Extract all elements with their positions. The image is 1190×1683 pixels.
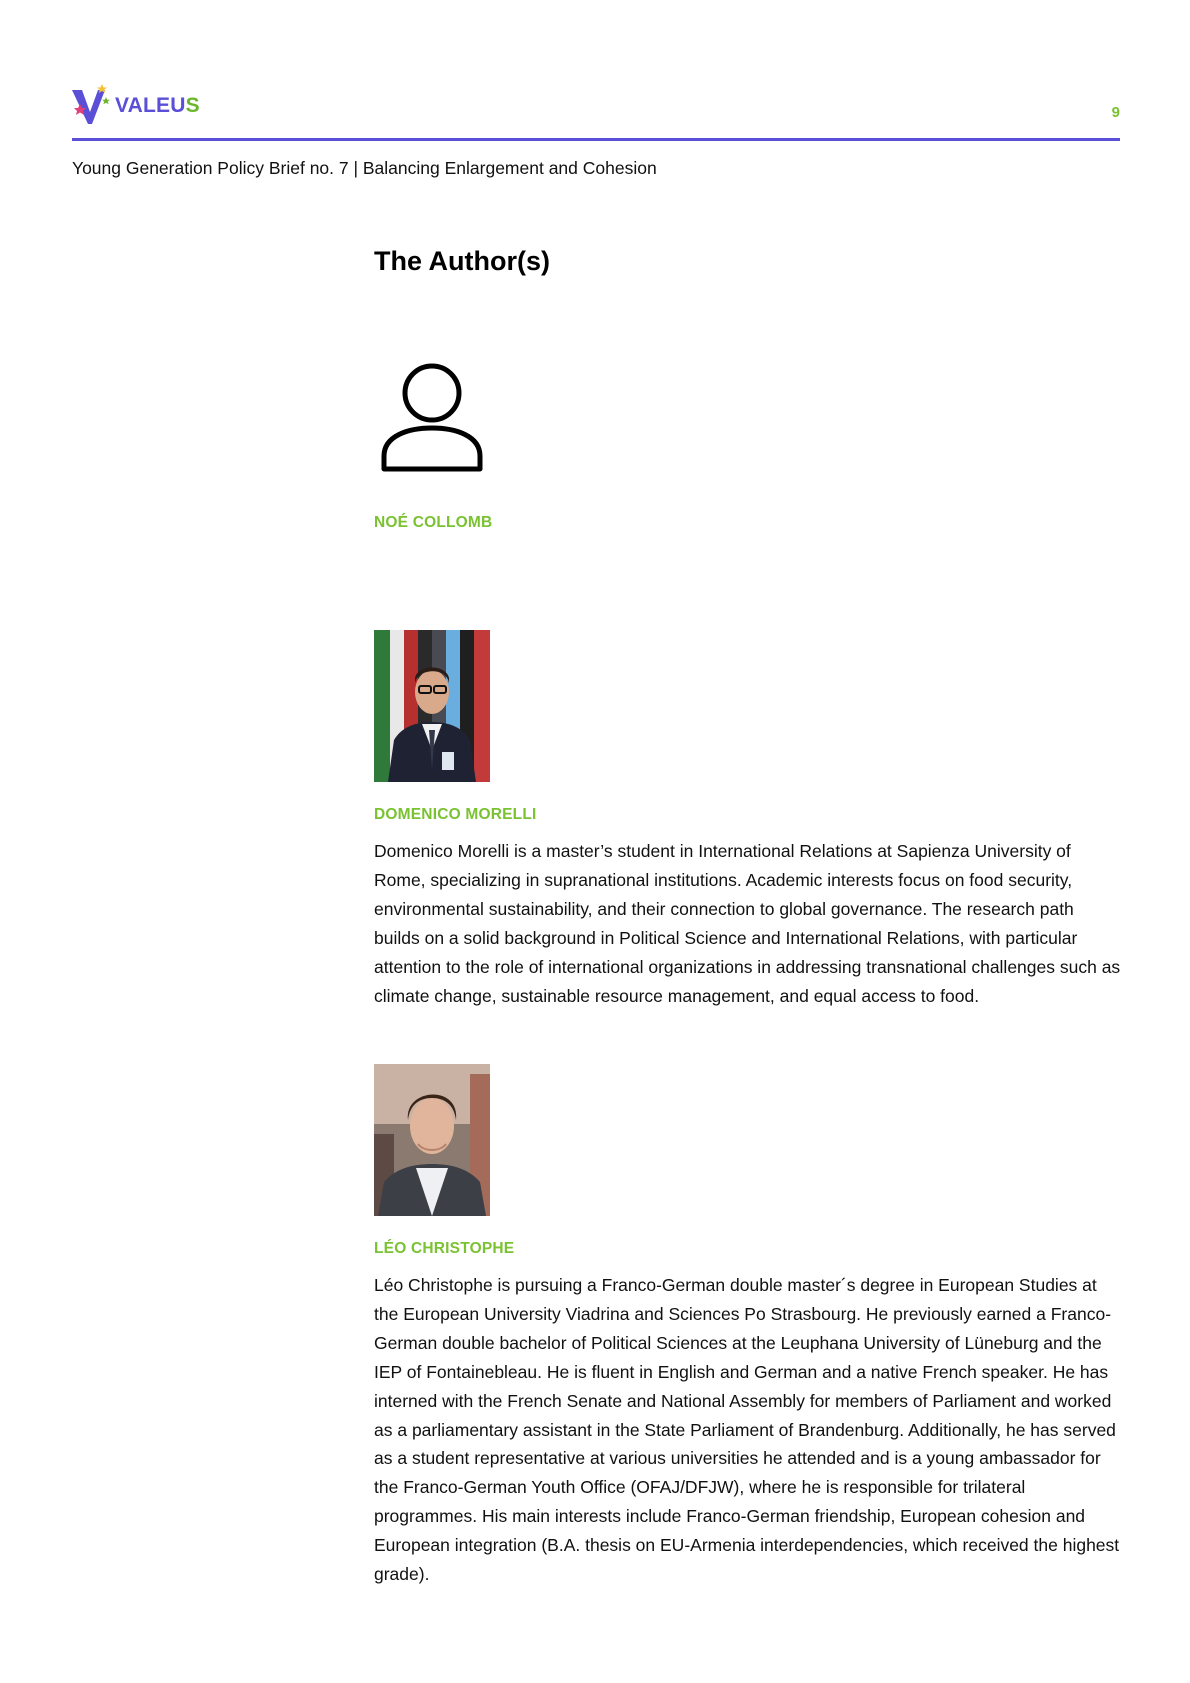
valeus-logo[interactable] — [72, 84, 200, 128]
author-photo-leo-christophe — [374, 1064, 490, 1216]
header-divider — [72, 138, 1120, 141]
author-name-domenico-morelli: DOMENICO MORELLI — [374, 806, 537, 823]
page-title: The Author(s) — [374, 246, 550, 276]
logo-text-eu: EU — [156, 94, 186, 117]
author-name-leo-christophe: LÉO CHRISTOPHE — [374, 1240, 515, 1257]
author-bio-domenico-morelli: Domenico Morelli is a master’s student in International Relations at Sapienza University of Rome, specializing in supranational institutions. Academic interests focus on food security, environmental sustainability, and their connection to global governance. The research path builds on a solid background in Political Science and International Relations, with particular attention to the role of international organizations in addressing transnational challenges such as climate change, sustainable resource management, and equal access to food. — [374, 841, 1121, 1006]
logo-text-s: S — [185, 94, 200, 117]
logo-wordmark — [115, 94, 200, 118]
page-number: 9 — [1111, 104, 1120, 121]
page-header — [72, 84, 1120, 144]
author-name-noe-collomb: NOÉ COLLOMB — [374, 514, 493, 531]
author-bio-leo-christophe: Léo Christophe is pursuing a Franco-German double master´s degree in European Studies at the European University Viadrina and Sciences Po Strasbourg. He previously earned a Franco-German double bachelor of Political Sciences at the Leuphana University of Lüneburg and the IEP of Fontainebleau. He is fluent in English and German and a native French speaker. He has interned with the French Senate and National Assembly for members of Parliament and worked as a parliamentary assistant in the State Parliament of Brandenburg. Additionally, he has served as a student representative at various universities he attended and is a young ambassador for the Franco-German Youth Office (OFAJ/DFJW), where he is responsible for trilateral programmes. His main interests include Franco-German friendship, European cohesion and European integration (B.A. thesis on EU-Armenia interdependencies, which received the highest grade). — [374, 1275, 1120, 1585]
author-photo-domenico-morelli — [374, 630, 490, 782]
valeus-v-star-icon — [72, 84, 112, 128]
logo-text-val: VAL — [115, 94, 157, 117]
brief-subtitle: Young Generation Policy Brief no. 7 | Balancing Enlargement and Cohesion — [72, 158, 657, 178]
person-outline-icon — [380, 360, 484, 472]
